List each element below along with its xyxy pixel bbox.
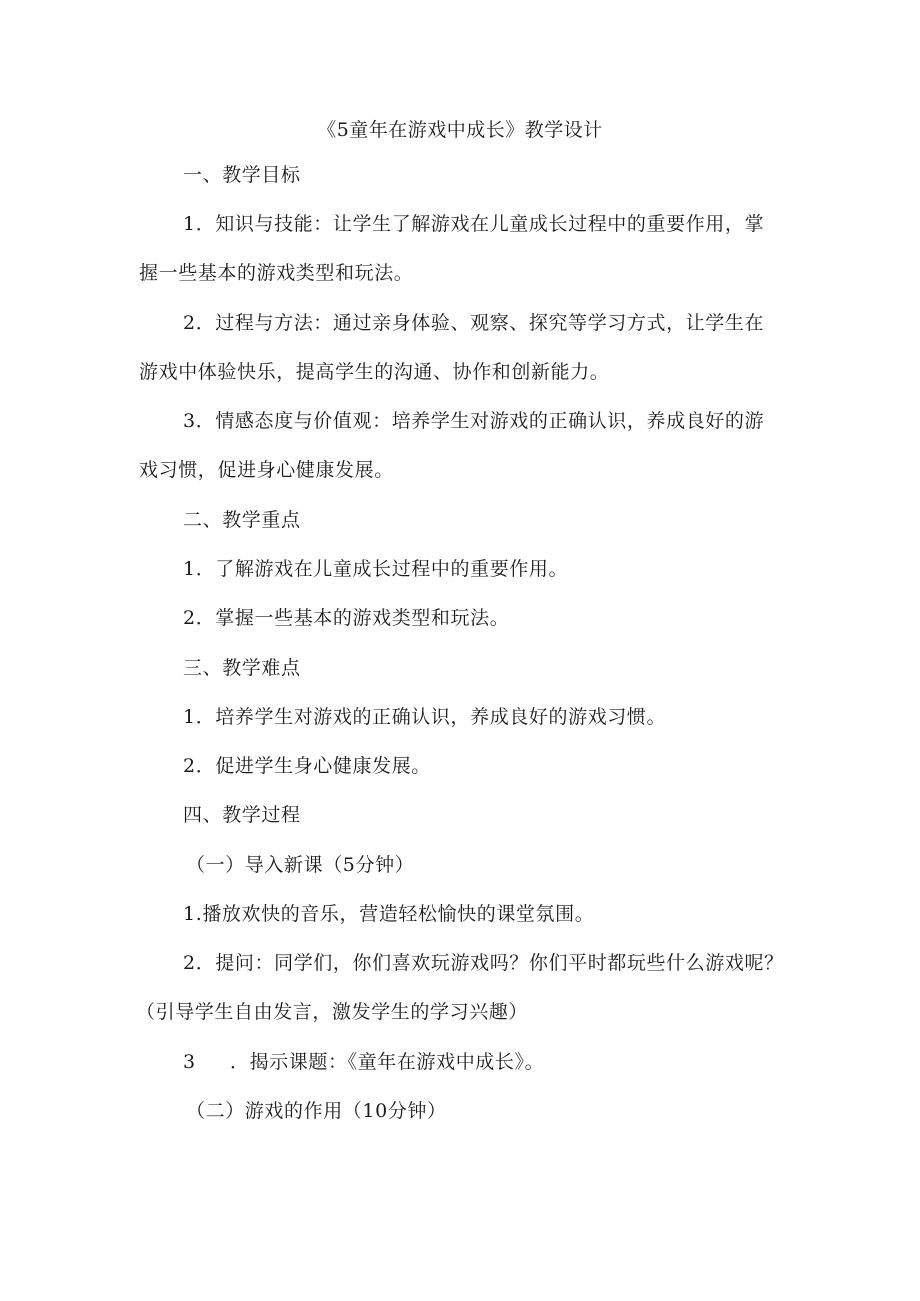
objective-2-line-2: 游戏中体验快乐，提高学生的沟通、协作和创新能力。 [139, 361, 610, 383]
difficulty-1: 1．培养学生对游戏的正确认识，养成良好的游戏习惯。 [183, 706, 667, 728]
objective-1-line-1: 1．知识与技能：让学生了解游戏在儿童成长过程中的重要作用，掌 [183, 213, 765, 235]
key-point-2: 2．掌握一些基本的游戏类型和玩法。 [183, 607, 510, 629]
document-title: 《5童年在游戏中成长》教学设计 [317, 119, 603, 141]
section-heading-difficulties: 三、教学难点 [183, 657, 301, 679]
step-1-heading: （一）导入新课（5分钟） [186, 854, 415, 876]
difficulty-2: 2．促进学生身心健康发展。 [183, 755, 431, 777]
section-heading-process: 四、教学过程 [183, 804, 301, 826]
step-1-item-1: 1.播放欢快的音乐，营造轻松愉快的课堂氛围。 [183, 903, 595, 925]
objective-1-line-2: 握一些基本的游戏类型和玩法。 [139, 262, 414, 284]
step-1-item-2-line-1: 2．提问：同学们，你们喜欢玩游戏吗？你们平时都玩些什么游戏呢？ [183, 952, 784, 974]
objective-3-line-1: 3．情感态度与价值观：培养学生对游戏的正确认识，养成良好的游 [183, 410, 765, 432]
section-heading-objectives: 一、教学目标 [183, 164, 301, 186]
step-1-item-3-number: 3 [183, 1051, 196, 1073]
step-1-item-2-line-2: （引导学生自由发言，激发学生的学习兴趣） [136, 1001, 529, 1023]
key-point-1: 1．了解游戏在儿童成长过程中的重要作用。 [183, 558, 569, 580]
objective-3-line-2: 戏习惯，促进身心健康发展。 [139, 459, 394, 481]
step-1-item-3-text: ．揭示课题：《童年在游戏中成长》。 [230, 1051, 545, 1073]
step-2-heading: （二）游戏的作用（10分钟） [186, 1100, 447, 1122]
section-heading-key-points: 二、教学重点 [183, 509, 301, 531]
objective-2-line-1: 2．过程与方法：通过亲身体验、观察、探究等学习方式，让学生在 [183, 312, 765, 334]
